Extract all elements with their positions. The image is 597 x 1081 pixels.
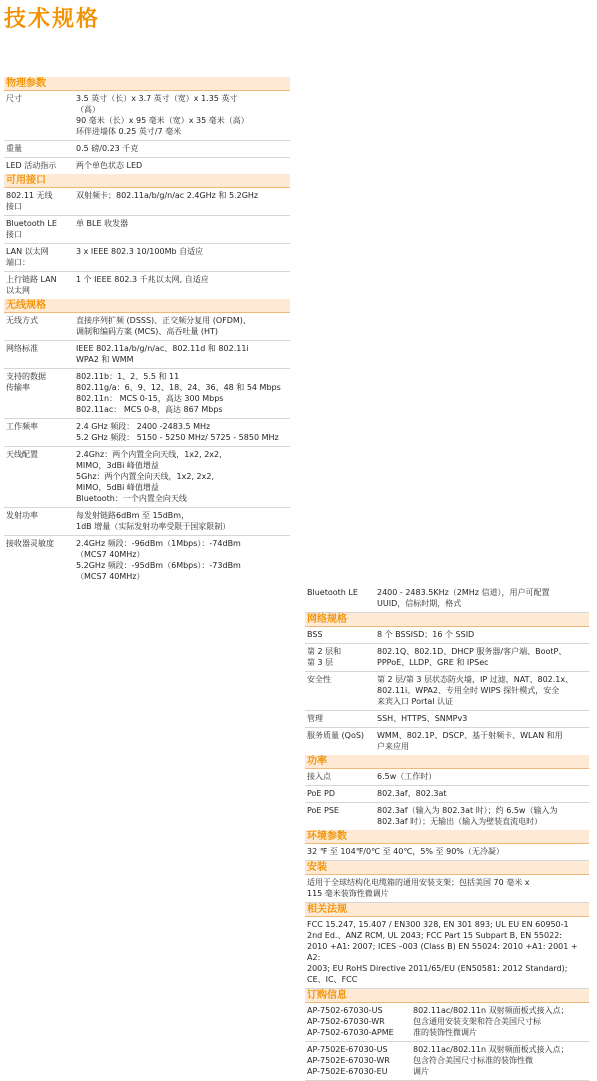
- spec-label: 服务质量 (QoS): [307, 731, 365, 740]
- spec-row: [4, 244, 290, 272]
- spec-label: 管理: [307, 714, 323, 723]
- section-wireless-heading: 无线规格: [4, 299, 290, 313]
- spec-row-bluetooth: [305, 585, 589, 613]
- spec-row: [4, 419, 290, 447]
- spec-label: 第 2 层和 第 3 层: [307, 647, 342, 667]
- order-skus: AP-7502-67030-US AP-7502-67030-WR AP-7502-67030-APME: [307, 1006, 394, 1037]
- spec-value: 3 x IEEE 802.3 10/100Mb 自适应: [76, 247, 204, 256]
- spec-row: [4, 141, 290, 158]
- page-title: 技术规格: [4, 7, 101, 32]
- spec-value: 2.4GHz 频段：-96dBm（1Mbps）：-74dBm （MCS7 40MHz） 5.2GHz 频段：-95dBm（6Mbps）：-73dBm （MCS7 40MHz）: [76, 539, 241, 581]
- spec-value: 2.4Ghz：两个内置全向天线，1x2, 2x2, MIMO，3dBi 峰值增益 5Ghz：两个内置全向天线，1x2, 2x2, MIMO，5dBi 峰值增益 Bluetooth：一个内置全向天线: [76, 450, 222, 503]
- section-interfaces-heading: 可用接口: [4, 174, 290, 188]
- spec-row: [305, 728, 589, 755]
- spec-row: [305, 627, 589, 644]
- spec-label: Bluetooth LE 接口: [6, 219, 57, 239]
- spec-label: 接收器灵敏度: [6, 539, 54, 548]
- spec-label: 尺寸: [6, 94, 22, 103]
- spec-label: 重量: [6, 144, 22, 153]
- left-column: [4, 77, 290, 585]
- spec-row: [4, 447, 290, 508]
- spec-row: [4, 158, 290, 174]
- spec-row: [4, 508, 290, 536]
- spec-row: [4, 188, 290, 216]
- spec-label: BSS: [307, 630, 323, 639]
- spec-label: LAN 以太网 端口：: [6, 247, 49, 267]
- section-install-heading: 安装: [305, 861, 589, 875]
- spec-label: PoE PSE: [307, 806, 339, 815]
- spec-label: 上行链路 LAN 以太网: [6, 275, 57, 295]
- spec-row: [4, 341, 290, 369]
- spec-value: IEEE 802.11a/b/g/n/ac、802.11d 和 802.11i WPA2 和 WMM: [76, 344, 249, 364]
- spec-row: [305, 672, 589, 711]
- spec-value: 802.3af（输入为 802.3at 时）；约 6.5w（输入为 802.3af 时）；无输出（输入为壁装直流电时）: [377, 806, 558, 826]
- spec-row: [4, 216, 290, 244]
- section-physical-heading: 物理参数: [4, 77, 290, 91]
- right-column: [305, 585, 589, 1081]
- spec-value: 802.11b：1、2、5.5 和 11 802.11g/a：6、9、12、18、24、36、48 和 54 Mbps 802.11n： MCS 0-15，高达 300 Mbps 802.11ac： MCS 0-8，高达 867 Mbps: [76, 372, 281, 414]
- spec-row: [4, 536, 290, 585]
- spec-label: 安全性: [307, 675, 331, 684]
- spec-row: [305, 786, 589, 803]
- spec-value: 双射频卡；802.11a/b/g/n/ac 2.4GHz 和 5.2GHz: [76, 191, 259, 200]
- spec-value: 802.3af、802.3at: [377, 789, 447, 798]
- spec-value: 802.1Q、802.1D、DHCP 服务器/客户端、BootP、 PPPoE、LLDP、GRE 和 IPSec: [377, 647, 567, 667]
- spec-value: 3.5 英寸（长）x 3.7 英寸（宽）x 1.35 英寸 （高） 90 毫米（长）x 95 毫米（宽）x 35 毫米（高） 环伴进墙体 0.25 英寸/7 毫米: [76, 94, 249, 136]
- spec-value: 0.5 磅/0.23 千克: [76, 144, 139, 153]
- spec-row: [4, 91, 290, 141]
- spec-label: 发射功率: [6, 511, 38, 520]
- section-network-heading: 网络规格: [305, 613, 589, 627]
- spec-label: 网络标准: [6, 344, 38, 353]
- spec-row: [305, 711, 589, 728]
- spec-row: [4, 313, 290, 341]
- spec-label: LED 活动指示: [6, 161, 57, 170]
- install-text: 适用于全球结构化电缆箱的通用安装支架；包括美国 70 毫米 x 115 毫米装饰性微调片: [305, 875, 589, 903]
- spec-label: 支持的数据 传输率: [6, 372, 46, 392]
- order-skus: AP-7502E-67030-US AP-7502E-67030-WR AP-7502E-67030-EU: [307, 1045, 390, 1076]
- spec-value: 单 BLE 收发器: [76, 219, 129, 228]
- spec-label: Bluetooth LE: [307, 588, 358, 597]
- spec-value: 8 个 BSSISD；16 个 SSID: [377, 630, 475, 639]
- order-description: 802.11ac/802.11n 双射频面板式接入点； 包含符合美国尺寸标准的装饰性微 调片: [413, 1045, 569, 1076]
- spec-label: 无线方式: [6, 316, 38, 325]
- spec-value: 6.5w（工作时）: [377, 772, 437, 781]
- spec-row: [305, 769, 589, 786]
- spec-row: [4, 369, 290, 419]
- spec-value: 第 2 层/第 3 层状态防火墙，IP 过滤，NAT、802.1x、 802.11i、WPA2、专用全时 WIPS 探针模式，安全 来宾入口 Portal 认证: [377, 675, 574, 706]
- spec-label: 天线配置: [6, 450, 38, 459]
- spec-value: 2400 - 2483.5KHz（2MHz 信道），用户可配置 UUID，信标时期，格式: [377, 588, 550, 608]
- spec-value: 两个单色状态 LED: [76, 161, 143, 170]
- spec-value: SSH、HTTPS、SNMPv3: [377, 714, 468, 723]
- section-environment-heading: 环境参数: [305, 830, 589, 844]
- spec-row: [305, 644, 589, 672]
- order-row: [305, 1003, 589, 1042]
- section-power-heading: 功率: [305, 755, 589, 769]
- spec-row: [4, 272, 290, 299]
- spec-value: 2.4 GHz 频段： 2400 -2483.5 MHz 5.2 GHz 频段： 5150 - 5250 MHz/ 5725 - 5850 MHz: [76, 422, 279, 442]
- spec-value: 1 个 IEEE 802.3 千兆以太网, 自适应: [76, 275, 209, 284]
- spec-value: 每发射链路6dBm 至 15dBm， 1dB 增量（实际发射功率受限于国家限制）: [76, 511, 231, 531]
- spec-label: 802.11 无线 接口: [6, 191, 53, 211]
- spec-label: 接入点: [307, 772, 331, 781]
- regulatory-text: FCC 15.247, 15.407 / EN300 328, EN 301 893; UL EU EN 60950-1 2nd Ed.、ANZ RCM, UL 2043; FCC Part 15 Subpart B, EN 55022: 2010 +A1: 2007; ICES –003 (Class B) EN 55024: 2010 +A1: 2001 + A2: 2003; EU RoHS Directive 2011/65/EU (EN50581: 2012 Standard); CE、IC、FCC: [305, 917, 589, 989]
- environment-text: 32 ℉ 至 104℉/0℃ 至 40℃，5% 至 90%（无冷凝）: [305, 844, 589, 861]
- order-description: 802.11ac/802.11n 双射频面板式接入点； 包含通用安装支架和符合美国尺寸标 准的装饰性微调片: [413, 1006, 569, 1037]
- section-ordering-heading: 订购信息: [305, 989, 589, 1003]
- spec-value: 直接序列扩频 (DSSS)、正交频分复用 (OFDM)、 调制和编码方案 (MCS)、高吞吐量 (HT): [76, 316, 251, 336]
- spec-value: WMM、802.1P、DSCP、基于射频卡、WLAN 和用 户来应用: [377, 731, 563, 751]
- section-regulatory-heading: 相关法规: [305, 903, 589, 917]
- spec-row: [305, 803, 589, 830]
- spec-label: PoE PD: [307, 789, 336, 798]
- order-row: [305, 1042, 589, 1081]
- spec-label: 工作频率: [6, 422, 38, 431]
